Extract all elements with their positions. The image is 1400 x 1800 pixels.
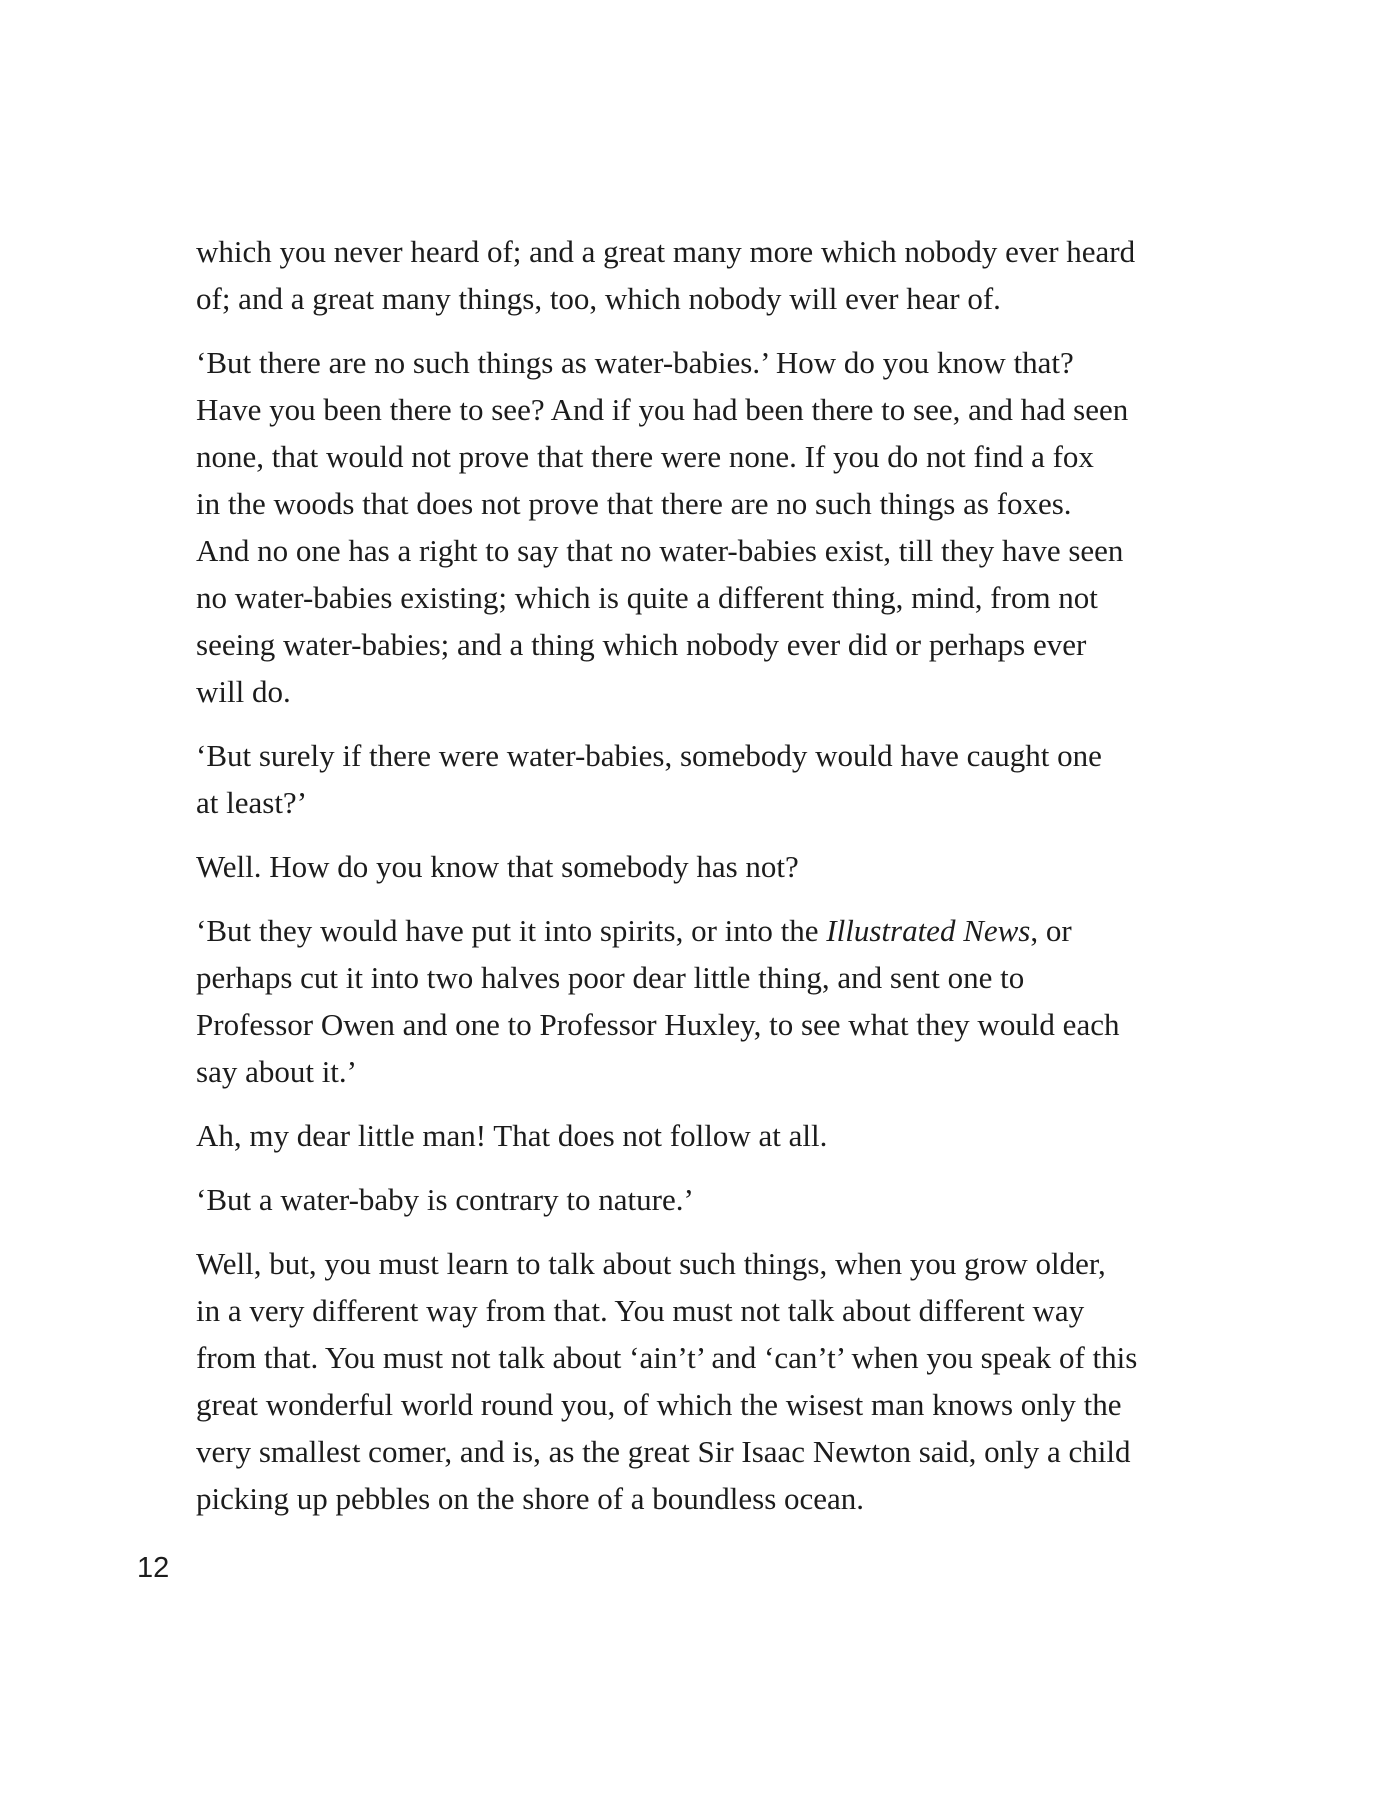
text-run: , or <box>1030 913 1072 948</box>
text-run: Professor Owen and one to Professor Huxley, to see what they would each <box>196 1007 1120 1042</box>
text-line <box>196 386 1216 433</box>
text-line <box>196 843 1216 890</box>
text-run: of; and a great many things, too, which nobody will ever hear of. <box>196 281 1001 316</box>
text-line <box>196 1381 1216 1428</box>
text-line <box>196 275 1216 322</box>
text-run: Well, but, you must learn to talk about such things, when you grow older, <box>196 1246 1106 1281</box>
text-line <box>196 732 1216 779</box>
text-run: Well. How do you know that somebody has not? <box>196 849 799 884</box>
text-line <box>196 228 1216 275</box>
text-line <box>196 433 1216 480</box>
text-run: in the woods that does not prove that there are no such things as foxes. <box>196 486 1072 521</box>
paragraph <box>196 907 1216 1095</box>
paragraph <box>196 1176 1216 1223</box>
text-line <box>196 1001 1216 1048</box>
text-run: Ah, my dear little man! That does not follow at all. <box>196 1118 828 1153</box>
paragraph <box>196 1240 1216 1522</box>
text-line <box>196 621 1216 668</box>
text-line <box>196 574 1216 621</box>
body-text <box>196 228 1216 1539</box>
text-line <box>196 1287 1216 1334</box>
text-line <box>196 1240 1216 1287</box>
text-run: in a very different way from that. You must not talk about different way <box>196 1293 1085 1328</box>
text-run: ‘But there are no such things as water-babies.’ How do you know that? <box>196 345 1074 380</box>
text-run: which you never heard of; and a great many more which nobody ever heard <box>196 234 1136 269</box>
text-run: picking up pebbles on the shore of a boundless ocean. <box>196 1481 865 1516</box>
text-run: ‘But a water-baby is contrary to nature.’ <box>196 1182 694 1217</box>
text-line <box>196 1176 1216 1223</box>
text-run: And no one has a right to say that no water-babies exist, till they have seen <box>196 533 1124 568</box>
text-run: none, that would not prove that there were none. If you do not find a fox <box>196 439 1094 474</box>
paragraph <box>196 1112 1216 1159</box>
text-line <box>196 954 1216 1001</box>
text-line <box>196 668 1216 715</box>
text-run: will do. <box>196 674 291 709</box>
text-run: no water-babies existing; which is quite a different thing, mind, from not <box>196 580 1098 615</box>
text-run: ‘But they would have put it into spirits, or into the <box>196 913 827 948</box>
text-run: Have you been there to see? And if you had been there to see, and had seen <box>196 392 1129 427</box>
text-run: say about it.’ <box>196 1054 357 1089</box>
text-run: at least?’ <box>196 785 308 820</box>
text-run: very smallest comer, and is, as the great Sir Isaac Newton said, only a child <box>196 1434 1131 1469</box>
text-line <box>196 907 1216 954</box>
text-line <box>196 480 1216 527</box>
italic-title: Illustrated News <box>826 913 1031 948</box>
page-number: 12 <box>137 1552 170 1584</box>
text-line <box>196 527 1216 574</box>
text-line <box>196 1475 1216 1522</box>
text-run: seeing water-babies; and a thing which nobody ever did or perhaps ever <box>196 627 1087 662</box>
paragraph <box>196 339 1216 715</box>
text-line <box>196 339 1216 386</box>
text-line <box>196 1048 1216 1095</box>
paragraph <box>196 228 1216 322</box>
text-run: perhaps cut it into two halves poor dear little thing, and sent one to <box>196 960 1025 995</box>
paragraph <box>196 843 1216 890</box>
text-line <box>196 1112 1216 1159</box>
text-line <box>196 1334 1216 1381</box>
text-run: from that. You must not talk about ‘ain’t’ and ‘can’t’ when you speak of this <box>196 1340 1138 1375</box>
text-line <box>196 779 1216 826</box>
text-run: great wonderful world round you, of which the wisest man knows only the <box>196 1387 1122 1422</box>
paragraph <box>196 732 1216 826</box>
text-line <box>196 1428 1216 1475</box>
text-run: ‘But surely if there were water-babies, somebody would have caught one <box>196 738 1102 773</box>
